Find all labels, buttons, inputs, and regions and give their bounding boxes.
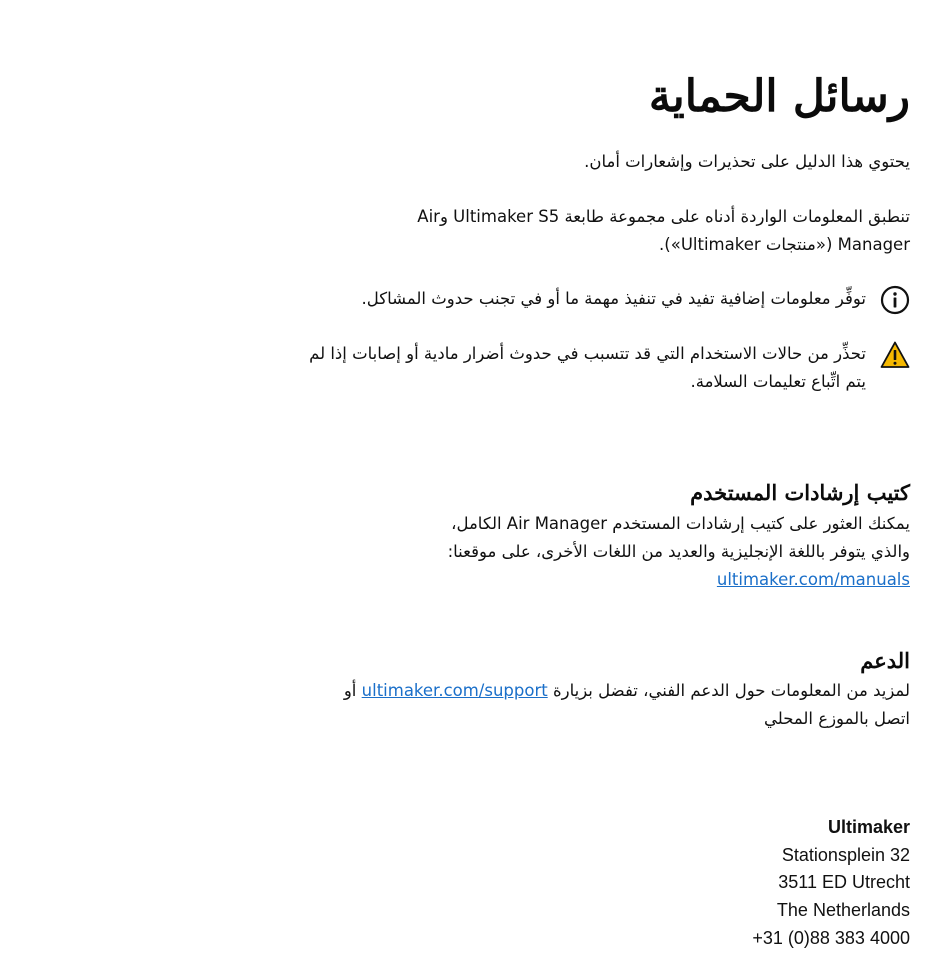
address-postal-city: 3511 ED Utrecht xyxy=(778,872,910,893)
support-heading: الدعم xyxy=(860,648,910,673)
manuals-line-1: يمكنك العثور على كتيب إرشادات المستخدم Air Manager الكامل، xyxy=(451,514,910,533)
manuals-heading: كتيب إرشادات المستخدم xyxy=(690,480,910,505)
intro-text: يحتوي هذا الدليل على تحذيرات وإشعارات أمان. xyxy=(584,152,910,171)
address-street: Stationsplein 32 xyxy=(781,844,910,865)
warning-notice-text: تحذِّر من حالات الاستخدام التي قد تتسبب في حدوث أضرار مادية أو إصابات إذا لم يتم اتِّباع تعليمات السلامة. xyxy=(309,344,866,391)
applies-to-text: تنطبق المعلومات الواردة أدناه على مجموعة طابعة Ultimaker S5 وAir Manager («منتجات Ultimaker»). xyxy=(417,207,910,254)
address-country: The Netherlands xyxy=(776,900,910,921)
support-link[interactable]: ultimaker.com/support xyxy=(361,681,548,700)
warning-notice xyxy=(306,340,910,396)
manuals-link-line xyxy=(448,566,910,594)
info-circle-icon xyxy=(880,285,910,315)
page-title: رسائل الحماية xyxy=(648,71,910,122)
manuals-link[interactable]: ultimaker.com/manuals xyxy=(716,570,910,589)
info-notice xyxy=(361,285,910,315)
support-text-after: أو xyxy=(343,681,357,700)
company-address xyxy=(752,814,910,953)
warning-triangle-icon xyxy=(880,340,910,370)
info-notice-text: توفِّر معلومات إضافية تفيد في تنفيذ مهمة ما أو في تجنب حدوث المشاكل. xyxy=(361,289,866,308)
address-phone: +31 (0)88 383 4000 xyxy=(752,927,910,948)
manuals-line-2: والذي يتوفر باللغة الإنجليزية والعديد من اللغات الأخرى، على موقعنا: xyxy=(447,542,910,561)
support-line-2: اتصل بالموزع المحلي xyxy=(763,709,910,728)
support-line-1 xyxy=(344,677,910,705)
manuals-body xyxy=(448,510,910,594)
support-body xyxy=(344,677,910,733)
company-name: Ultimaker xyxy=(827,817,910,837)
support-text-before: لمزيد من المعلومات حول الدعم الفني، تفضل بزيارة xyxy=(552,681,910,700)
